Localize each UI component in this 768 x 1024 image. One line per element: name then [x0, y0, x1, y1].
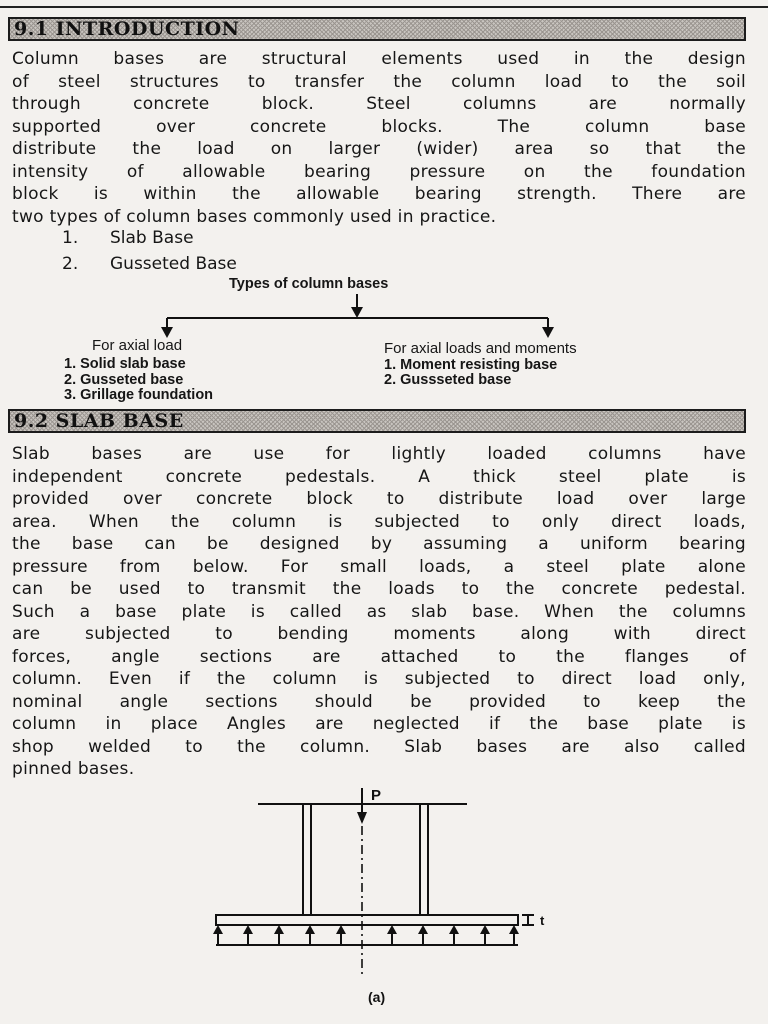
bearing-pressure-arrows — [213, 925, 519, 945]
pressure-arrowhead-icon — [274, 925, 284, 934]
text-line: Column bases are structural elements used in the design — [12, 49, 746, 69]
pressure-arrowhead-icon — [387, 925, 397, 934]
text-line: column. Even if the column is subjected to direct load only, — [12, 669, 746, 689]
text-line: of steel structures to transfer the column load to the soil — [12, 71, 746, 92]
flowchart-title: Types of column bases — [229, 276, 389, 292]
block-item: 2. Gussseted base — [384, 372, 512, 388]
text-line: through concrete block. Steel columns are normally — [12, 94, 746, 114]
text-line: provided over concrete block to distribute load over large — [12, 489, 746, 509]
pressure-arrowhead-icon — [480, 925, 490, 934]
section-heading-text: 9.1 INTRODUCTION — [14, 18, 240, 40]
block-item: 2. Gusseted base — [64, 371, 184, 388]
text-line: the base can be designed by assuming a uniform bearing — [12, 534, 746, 554]
pressure-arrowhead-icon — [418, 925, 428, 934]
pressure-arrowhead-icon — [449, 925, 459, 934]
text-line: forces, angle sections are attached to the flanges of — [12, 646, 746, 667]
block-heading: For axial loads and moments — [384, 340, 577, 357]
load-arrowhead-icon — [357, 812, 367, 824]
text-line: pressure from below. For small loads, a steel plate alone — [12, 556, 746, 577]
text-line: can be used to transmit the loads to the concrete pedestal. — [12, 579, 746, 599]
text-line: block is within the allowable bearing strength. There are — [12, 184, 746, 204]
text-line: are subjected to bending moments along with direct — [12, 624, 746, 644]
text-line: pinned bases. — [12, 759, 135, 779]
text-line: intensity of allowable bearing pressure on the foundation — [12, 161, 746, 182]
text-line: area. When the column is subjected to only direct loads, — [12, 511, 746, 532]
text-line: independent concrete pedestals. A thick steel plate is — [12, 466, 746, 487]
text-line: supported over concrete blocks. The column base — [12, 116, 746, 137]
pressure-arrowhead-icon — [213, 925, 223, 934]
list-text: Slab Base — [110, 228, 194, 248]
base-plate — [216, 915, 518, 925]
block-heading: For axial load — [92, 337, 183, 354]
text-line: shop welded to the column. Slab bases are also called — [12, 736, 746, 757]
text-line: two types of column bases commonly used in practice. — [12, 206, 497, 227]
text-line: Slab bases are use for lightly loaded columns have — [12, 444, 746, 464]
block-item: 3. Grillage foundation — [64, 387, 214, 403]
load-label: P — [371, 787, 382, 804]
block-item: 1. Solid slab base — [64, 356, 186, 372]
pressure-arrowhead-icon — [336, 925, 346, 934]
block-item: 1. Moment resisting base — [384, 356, 558, 373]
figure-caption: (a) — [368, 989, 386, 1005]
list-text: Gusseted Base — [110, 254, 237, 274]
text-line: distribute the load on larger (wider) area so that the — [12, 139, 746, 159]
thickness-label: t — [540, 913, 545, 928]
pressure-arrowhead-icon — [509, 925, 519, 934]
text-line: nominal angle sections should be provided to keep the — [12, 691, 746, 712]
pressure-arrowhead-icon — [305, 925, 315, 934]
pressure-arrowhead-icon — [243, 925, 253, 934]
list-number: 2. — [62, 254, 79, 274]
text-line: Such a base plate is called as slab base. When the columns — [12, 601, 746, 622]
list-number: 1. — [62, 228, 79, 248]
section-heading-text: 9.2 SLAB BASE — [14, 410, 184, 432]
text-line: column in place Angles are neglected if the base plate is — [12, 714, 746, 734]
